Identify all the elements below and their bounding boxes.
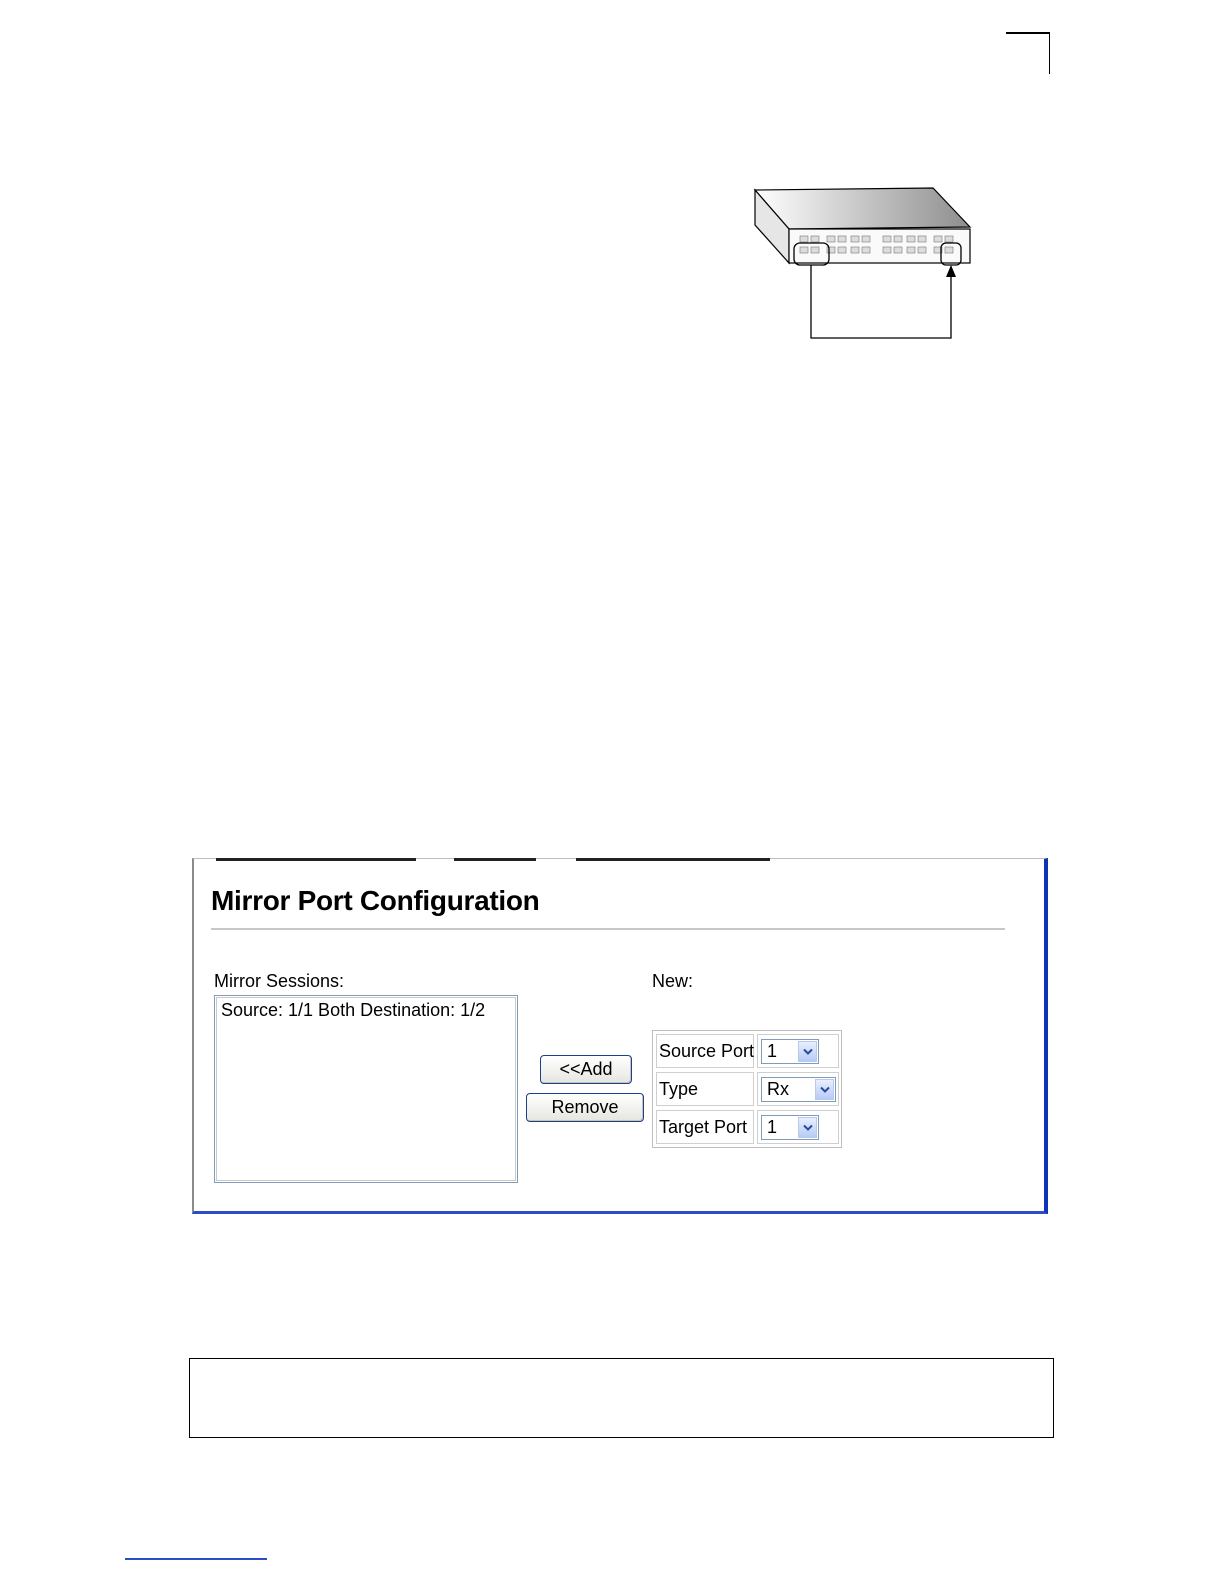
source-port-select[interactable]: [761, 1039, 819, 1064]
type-select[interactable]: [761, 1077, 836, 1102]
switch-top: [755, 188, 970, 229]
add-button[interactable]: <<Add: [540, 1055, 632, 1084]
chevron-down-icon[interactable]: [798, 1041, 817, 1062]
mirror-port-config-window: [192, 858, 1048, 1214]
mirror-arrow-line: [811, 265, 951, 338]
source-port-label: Source Port: [656, 1034, 754, 1068]
chevron-down-icon[interactable]: [798, 1117, 817, 1138]
page-title: Mirror Port Configuration: [211, 885, 540, 916]
tab-strip-2: [454, 858, 536, 861]
corner-crop-mark: [1006, 32, 1050, 34]
type-cell: [757, 1072, 839, 1106]
source-port-value: 1: [767, 1041, 778, 1061]
tab-strip-3: [576, 858, 770, 861]
target-port-select[interactable]: [761, 1115, 819, 1140]
target-port-value: 1: [767, 1117, 778, 1137]
chevron-down-icon[interactable]: [815, 1079, 834, 1100]
remove-button[interactable]: Remove: [526, 1093, 644, 1122]
mirror-sessions-list[interactable]: [214, 995, 518, 1183]
corner-crop-mark-vertical: [1049, 32, 1051, 74]
new-session-label: New:: [652, 971, 694, 991]
title-divider: [211, 928, 1005, 930]
type-label: Type: [656, 1072, 754, 1106]
source-port-cell: [757, 1034, 839, 1068]
note-box: [189, 1358, 1054, 1438]
mirror-arrow-head: [946, 265, 956, 277]
target-port-label: Target Port: [656, 1110, 754, 1144]
target-port-cell: [757, 1110, 839, 1144]
switch-front: [789, 229, 970, 263]
mirror-sessions-label: Mirror Sessions:: [214, 971, 345, 991]
new-session-table: [652, 1030, 842, 1148]
footer-link-rule: [125, 1558, 267, 1560]
tab-strip-1: [216, 858, 416, 861]
switch-mirror-diagram: [740, 180, 980, 350]
type-value: Rx: [767, 1079, 789, 1099]
list-item[interactable]: Source: 1/1 Both Destination: 1/2: [221, 1000, 486, 1020]
